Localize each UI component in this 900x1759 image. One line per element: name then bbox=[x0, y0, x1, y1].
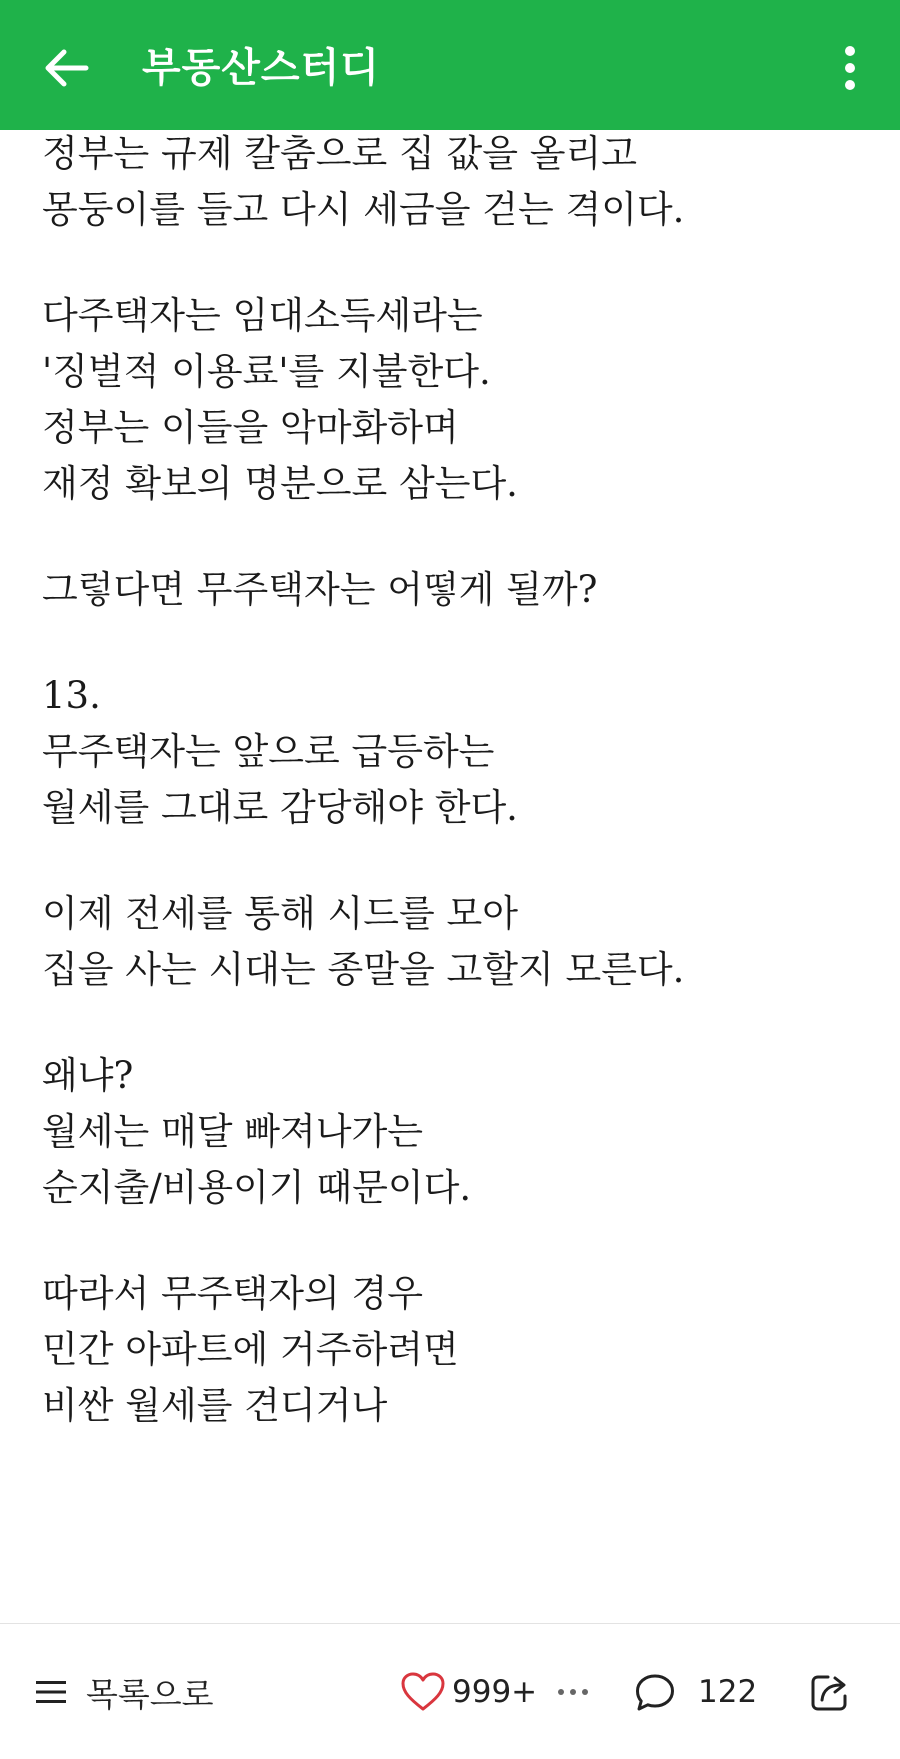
app-bar bbox=[0, 0, 900, 130]
comment-button[interactable] bbox=[634, 1664, 757, 1720]
article-line: 정부는 이들을 악마화하며 bbox=[42, 406, 459, 449]
article-line: 재정 확보의 명분으로 삼는다. bbox=[42, 462, 518, 505]
article-line: 무주택자는 앞으로 급등하는 bbox=[42, 730, 495, 773]
article-line: 따라서 무주택자의 경우 bbox=[42, 1272, 423, 1315]
share-icon bbox=[808, 1670, 852, 1714]
article-line: 월세는 매달 빠져나가는 bbox=[42, 1110, 423, 1153]
article-line: 왜냐? bbox=[42, 1054, 134, 1097]
article-line: 순지출/비용이기 때문이다. bbox=[42, 1166, 472, 1209]
comment-bubble-icon bbox=[634, 1672, 676, 1712]
article-line: 다주택자는 임대소득세라는 bbox=[42, 294, 483, 337]
more-horizontal-icon bbox=[556, 1687, 590, 1697]
article-line: 이제 전세를 통해 시드를 모아 bbox=[42, 892, 518, 935]
article-text bbox=[42, 130, 862, 1434]
share-button[interactable] bbox=[802, 1664, 858, 1720]
back-to-list-label: 목록으로 bbox=[86, 1674, 214, 1714]
reactions-more-button[interactable] bbox=[556, 1664, 590, 1720]
paragraph-gap bbox=[42, 836, 862, 886]
article-line: 13. bbox=[42, 674, 101, 717]
article-line: 집을 사는 시대는 종말을 고할지 모른다. bbox=[42, 948, 685, 991]
heart-icon bbox=[400, 1671, 446, 1713]
article-line: 민간 아파트에 거주하려면 bbox=[42, 1328, 459, 1371]
like-button[interactable] bbox=[400, 1664, 537, 1720]
paragraph-gap bbox=[42, 618, 862, 668]
paragraph-gap bbox=[42, 998, 862, 1048]
comment-count: 122 bbox=[698, 1674, 758, 1710]
article-line: '징벌적 이용료'를 지불한다. bbox=[42, 350, 491, 393]
back-button[interactable] bbox=[38, 40, 94, 96]
more-options-button[interactable] bbox=[830, 38, 870, 98]
bottom-action-bar bbox=[0, 1623, 900, 1759]
article-line: 그렇다면 무주택자는 어떻게 될까? bbox=[42, 568, 598, 611]
menu-lines-icon bbox=[36, 1679, 66, 1705]
like-count: 999+ bbox=[452, 1674, 538, 1710]
article-line: 몽둥이를 들고 다시 세금을 걷는 격이다. bbox=[42, 188, 685, 231]
back-to-list-button[interactable] bbox=[36, 1664, 214, 1720]
article-line: 정부는 규제 칼춤으로 집 값을 올리고 bbox=[42, 132, 637, 175]
article-line: 비싼 월세를 견디거나 bbox=[42, 1384, 388, 1427]
more-vertical-icon bbox=[843, 45, 857, 91]
arrow-left-icon bbox=[42, 48, 90, 88]
paragraph-gap bbox=[42, 238, 862, 288]
paragraph-gap bbox=[42, 512, 862, 562]
article-body[interactable] bbox=[0, 130, 900, 1621]
cafe-title[interactable]: 부동산스터디 bbox=[142, 45, 380, 91]
paragraph-gap bbox=[42, 1216, 862, 1266]
article-line: 월세를 그대로 감당해야 한다. bbox=[42, 786, 518, 829]
